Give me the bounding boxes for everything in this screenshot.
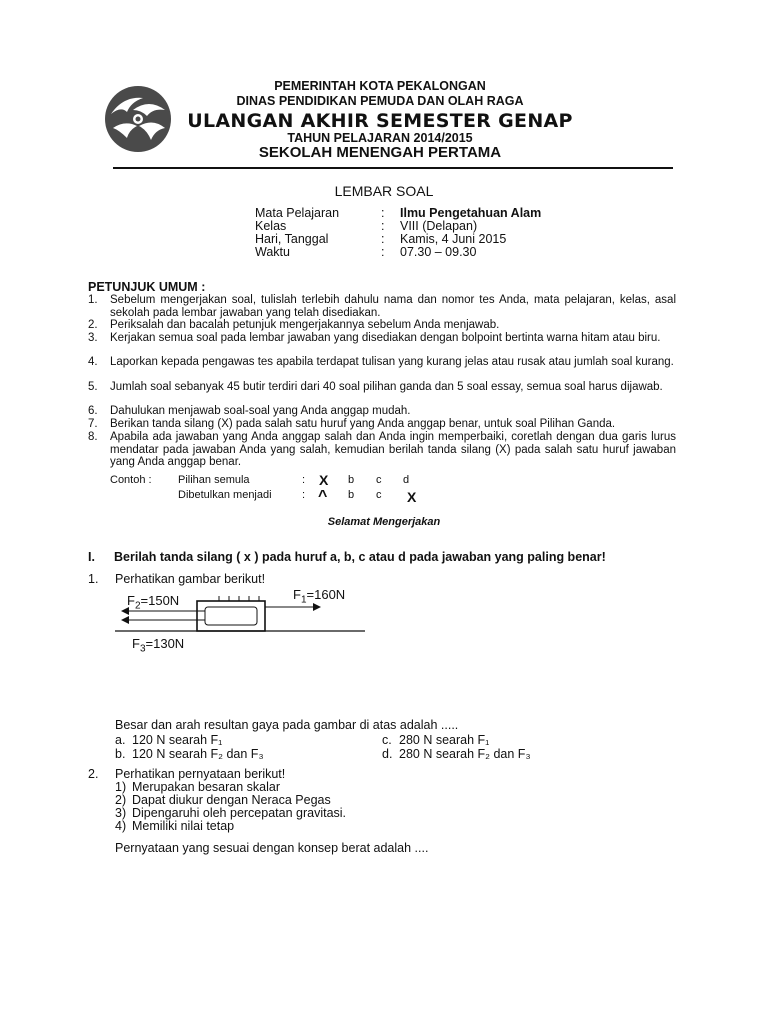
option-a[interactable] (115, 733, 223, 747)
instruction-text: Dahulukan menjawab soal-soal yang Anda anggap mudah. (110, 405, 411, 417)
option-letter: c. (382, 733, 392, 747)
section-number: I. (88, 550, 95, 564)
question-number: 1. (88, 572, 99, 586)
statement-number: 4) (115, 819, 127, 833)
statement-text: Dapat diukur dengan Neraca Pegas (132, 793, 331, 807)
instruction-text: Berikan tanda silang (X) pada salah satu huruf yang Anda anggap benar, untuk soal Pilihan Ganda. (110, 418, 616, 430)
header-department: DINAS PENDIDIKAN PEMUDA DAN OLAH RAGA (236, 94, 524, 108)
page-title: LEMBAR SOAL (334, 183, 434, 199)
instruction-number: 4. (88, 356, 98, 368)
option-text: 280 N searah F₂ dan F₃ (399, 747, 531, 761)
info-row-time (255, 246, 655, 260)
option-text: 120 N searah F₁ (132, 733, 223, 747)
city-emblem-icon (103, 84, 173, 154)
instruction-number: 8. (88, 431, 98, 443)
example-cross-mark: X (407, 489, 417, 505)
example-option-c: c (376, 474, 382, 486)
label-f1: $F_1=160N$ (293, 587, 346, 606)
instruction-text: Laporkan kepada pengawas tes apabila terdapat tulisan yang kurang jelas atau rusak atau jumlah soal kurang. (110, 356, 674, 368)
statement-text: Dipengaruhi oleh percepatan gravitasi. (132, 806, 347, 820)
instruction-number: 6. (88, 405, 98, 417)
example-label: Contoh : (110, 474, 152, 486)
block-inner (205, 607, 257, 625)
instruction-number: 7. (88, 418, 98, 430)
statement-item (115, 793, 331, 807)
option-d[interactable] (382, 747, 531, 761)
question-prompt: Perhatikan pernyataan berikut! (115, 767, 286, 781)
statement-text: Memiliki nilai tetap (132, 819, 235, 833)
instruction-number: 2. (88, 319, 98, 331)
example-original-label: Pilihan semula (178, 474, 250, 486)
label-f3: $F_3=130N$ (132, 636, 185, 655)
info-label: Hari, Tanggal (255, 232, 329, 246)
example-colon: : (302, 474, 306, 486)
option-c[interactable] (382, 733, 490, 747)
info-colon: : (381, 206, 385, 220)
instructions-heading: PETUNJUK UMUM : (88, 280, 206, 294)
option-text: 120 N searah F₂ dan F₃ (132, 747, 264, 761)
statement-number: 3) (115, 806, 127, 820)
label-f2: $F_2=150N$ (127, 593, 180, 612)
header-government: PEMERINTAH KOTA PEKALONGAN (274, 79, 486, 93)
example-option-c: c (376, 489, 382, 501)
statement-text: Merupakan besaran skalar (132, 780, 280, 794)
option-letter: a. (115, 733, 126, 747)
header-exam-title: ULANGAN AKHIR SEMESTER GENAP (187, 110, 573, 132)
option-b[interactable] (115, 747, 264, 761)
example-option-b: b (348, 474, 355, 486)
option-letter: d. (382, 747, 393, 761)
example-option-d: d (403, 474, 410, 486)
force-diagram (115, 585, 370, 660)
example-option-b: b (348, 489, 355, 501)
statement-item (115, 806, 347, 820)
header-school-level: SEKOLAH MENENGAH PERTAMA (258, 144, 502, 161)
section-instruction: Berilah tanda silang ( x ) pada huruf a, b, c atau d pada jawaban yang paling benar! (114, 550, 606, 564)
statement-item (115, 780, 280, 794)
header-divider (113, 167, 673, 169)
question-number: 2. (88, 767, 99, 781)
info-colon: : (381, 245, 385, 259)
info-label: Mata Pelajaran (255, 206, 340, 220)
info-value: Kamis, 4 Juni 2015 (400, 232, 507, 246)
info-value: 07.30 – 09.30 (400, 245, 477, 259)
instruction-text: Sebelum mengerjakan soal, tulislah terlebih dahulu nama dan nomor tes Anda, mata pelajaran, kelas, asal sekolah pada lembar jawaban yang telah disediakan. (110, 294, 676, 319)
section-heading (88, 550, 606, 564)
header-academic-year: TAHUN PELAJARAN 2014/2015 (287, 131, 473, 145)
info-value: VIII (Delapan) (400, 219, 478, 233)
info-label: Kelas (255, 219, 287, 233)
option-letter: b. (115, 747, 126, 761)
block (197, 601, 265, 631)
statement-item (115, 819, 235, 833)
example-colon: : (302, 489, 306, 501)
instruction-text: Jumlah soal sebanyak 45 butir terdiri dari 40 soal pilihan ganda dan 5 soal essay, semua soal harus dijawab. (110, 381, 663, 393)
info-label: Waktu (255, 245, 290, 259)
statement-number: 2) (115, 793, 127, 807)
instruction-number: 5. (88, 381, 98, 393)
info-colon: : (381, 219, 385, 233)
closing-greeting: Selamat Mengerjakan (327, 516, 441, 528)
instruction-text: Kerjakan semua soal pada lembar jawaban yang disediakan dengan bolpoint bertinta warna hitam atau biru. (110, 332, 661, 344)
instruction-text: Apabila ada jawaban yang Anda anggap salah dan Anda ingin memperbaiki, coretlah dengan dua garis lurus mendatar pada jawaban Anda yang salah, kemudian berilah tanda silang (X) pada salah satu huruf jawaban yang Anda anggap benar. (110, 431, 676, 468)
info-value: Ilmu Pengetahuan Alam (400, 206, 542, 220)
question-prompt: Perhatikan gambar berikut! (115, 572, 266, 586)
instruction-number: 1. (88, 294, 98, 306)
statement-number: 1) (115, 780, 127, 794)
question-stem: Besar dan arah resultan gaya pada gambar di atas adalah ..... (115, 718, 459, 732)
info-colon: : (381, 232, 385, 246)
example-cross-mark: X (319, 472, 329, 488)
option-text: 280 N searah F₁ (399, 733, 490, 747)
question-stem: Pernyataan yang sesuai dengan konsep berat adalah .... (115, 841, 429, 855)
example-caret-mark: ^ (318, 488, 328, 505)
example-corrected-label: Dibetulkan menjadi (178, 489, 272, 501)
instruction-text: Periksalah dan bacalah petunjuk mengerjakannya sebelum Anda menjawab. (110, 319, 500, 331)
instruction-number: 3. (88, 332, 98, 344)
